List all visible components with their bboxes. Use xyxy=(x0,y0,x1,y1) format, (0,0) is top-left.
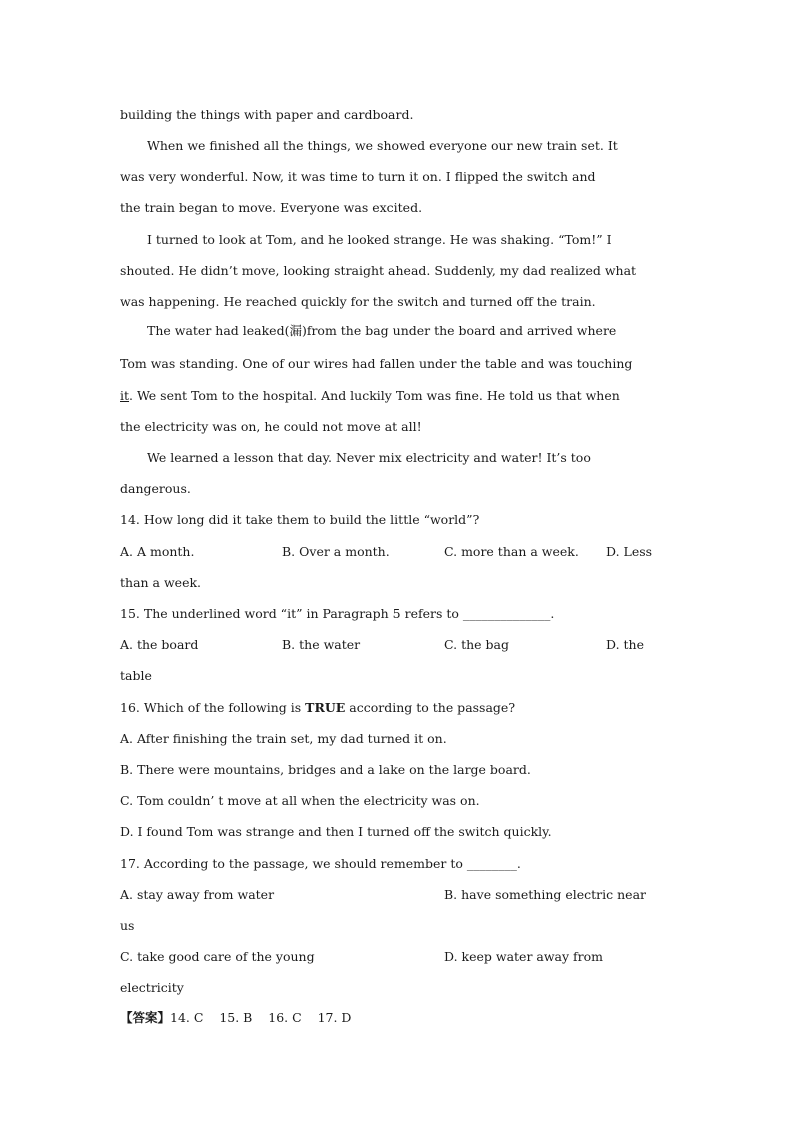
question-17-option-d-cont: electricity xyxy=(120,980,184,995)
question-14-option-d-cont: than a week. xyxy=(120,575,202,590)
question-14-option-d: D. Less xyxy=(606,544,653,559)
question-14-stem: 14. How long did it take them to build the little “world”? xyxy=(120,512,480,527)
question-15-stem: 15. The underlined word “it” in Paragraph 5 refers to ______________. xyxy=(120,606,555,621)
question-15-option-d: D. the xyxy=(606,637,644,652)
question-15-option-a: A. the board xyxy=(120,637,199,652)
question-16-stem-bold: TRUE xyxy=(305,700,346,715)
passage-line-8: The water had leaked(漏)from the bag under the board and arrived where xyxy=(147,323,617,338)
underlined-word-it: it xyxy=(120,388,130,403)
passage-line-9: Tom was standing. One of our wires had fallen under the table and was touching xyxy=(120,356,633,371)
passage-line-5: I turned to look at Tom, and he looked strange. He was shaking. “Tom!” I xyxy=(147,232,612,247)
passage-line-11: the electricity was on, he could not move at all! xyxy=(120,419,422,434)
passage-line-12: We learned a lesson that day. Never mix electricity and water! It’s too xyxy=(147,450,591,465)
question-14-option-a: A. A month. xyxy=(120,544,195,559)
question-16-option-b: B. There were mountains, bridges and a lake on the large board. xyxy=(120,762,531,777)
question-14-option-c: C. more than a week. xyxy=(444,544,579,559)
passage-line-6: shouted. He didn’t move, looking straight ahead. Suddenly, my dad realized what xyxy=(120,263,637,278)
passage-line-3: was very wonderful. Now, it was time to turn it on. I flipped the switch and xyxy=(120,169,596,184)
question-15-option-d-cont: table xyxy=(120,668,152,683)
question-15-option-c: C. the bag xyxy=(444,637,509,652)
passage-line-10-rest: . We sent Tom to the hospital. And luckily Tom was fine. He told us that when xyxy=(129,388,620,403)
question-16-stem-pre: 16. Which of the following is xyxy=(120,700,306,715)
question-17-stem: 17. According to the passage, we should remember to ________. xyxy=(120,856,521,871)
question-16-option-d: D. I found Tom was strange and then I turned off the switch quickly. xyxy=(120,824,552,839)
question-17-option-c: C. take good care of the young xyxy=(120,949,315,964)
question-16-option-c: C. Tom couldn’ t move at all when the electricity was on. xyxy=(120,793,480,808)
passage-line-2: When we finished all the things, we showed everyone our new train set. It xyxy=(147,138,618,153)
question-17-option-d: D. keep water away from xyxy=(444,949,604,964)
question-15-option-b: B. the water xyxy=(282,637,361,652)
passage-line-10 xyxy=(120,388,680,404)
question-17-option-b: B. have something electric near xyxy=(444,887,646,902)
question-17-option-a: A. stay away from water xyxy=(120,887,275,902)
answer-text: 14. C 15. B 16. C 17. D xyxy=(170,1010,352,1025)
passage-line-7: was happening. He reached quickly for the switch and turned off the train. xyxy=(120,294,596,309)
answer-line xyxy=(120,1010,680,1026)
passage-line-13: dangerous. xyxy=(120,481,191,496)
question-16-stem xyxy=(120,700,680,716)
passage-line-4: the train began to move. Everyone was excited. xyxy=(120,200,423,215)
question-16-option-a: A. After finishing the train set, my dad turned it on. xyxy=(120,731,447,746)
question-17-option-b-cont: us xyxy=(120,918,135,933)
passage-line-1: building the things with paper and cardboard. xyxy=(120,107,414,122)
question-14-option-b: B. Over a month. xyxy=(282,544,390,559)
question-16-stem-post: according to the passage? xyxy=(345,700,516,715)
answer-label: 【答案】 xyxy=(120,1010,171,1025)
